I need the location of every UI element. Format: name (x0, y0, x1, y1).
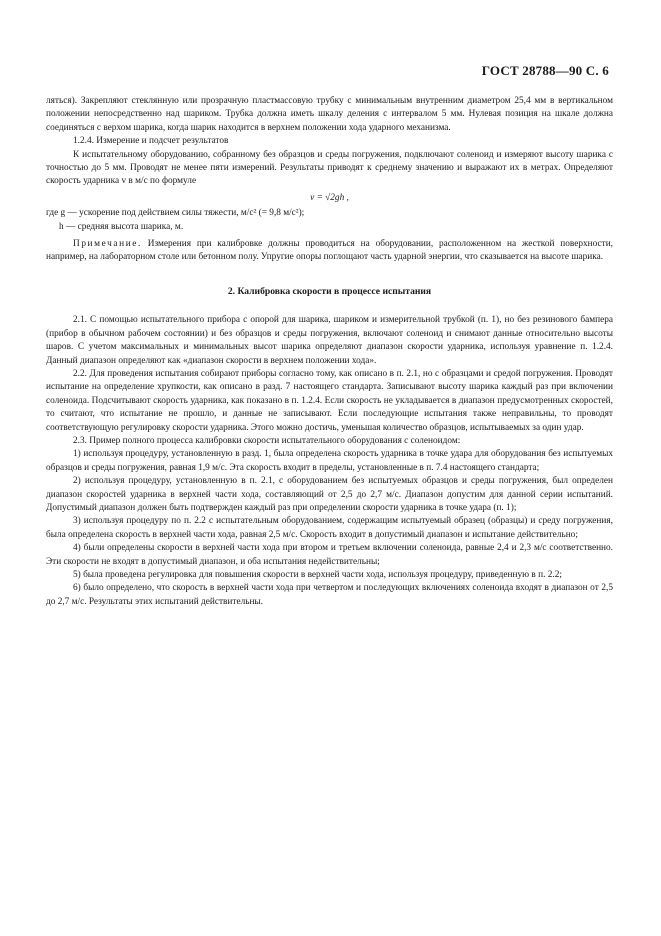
list-item-1: 1) используя процедуру, установленную в разд. 1, была определена скорость ударника в точке удара для оборудования без испытуемых образцов и среды погружения, равная 1,9 м/с. Эта скорость входит в пределы, установленные в п. 7.4 настоящего стандарта; (46, 449, 613, 473)
paragraph-measurement: К испытательному оборудованию, собранному без образцов и среды погружения, подключают соленоид и измеряют высоту шарика с точностью до 5 мм. Проводят не менее пяти измерений. Результаты приводят к среднему значению и выражают их в метрах. Определяют скорость ударника v в м/с по формуле (46, 149, 613, 187)
list-item-2: 2) используя процедуру, установленную в п. 2.1, с оборудованием без испытуемых образцов и среды погружения, был определен диапазон скоростей ударника в верхней части хода, составляющий от 2,5 до 2,7 м/с. Диапазон допустим для данной серии испытаний. Допустимый диапазон должен быть подтвержден каждый раз при определении скорости ударника в точке удара (п. 1); (46, 476, 613, 513)
note-label: Примечание. (73, 239, 142, 250)
note-paragraph (46, 238, 613, 265)
document-body (46, 95, 613, 609)
subsection-heading: 1.2.4. Измерение и подсчет результатов (73, 136, 229, 147)
velocity-formula: v = √2gh , (310, 192, 349, 203)
paragraph-2-2: 2.2. Для проведения испытания собирают приборы согласно тому, как описано в п. 2.1, но с образцами и средой погружения. Проводят испытание на определение хрупкости, как описано в разд. 7 настоящего стандарта. Записывают высоту шарика каждый раз при включении соленоида. Подсчитывают скорость ударника, как показано в п. 1.2.4. Если скорость не укладывается в диапазон предусмотренных скоростей, то считают, что испытание не прошло, и данные не записывают. Если последующие испытания также неправильны, то проводят соответствующую регулировку скорости ударника. Этого можно достичь, уменьшая количество образцов, испытываемых за один удар. (46, 368, 613, 433)
list-item-5: 5) была проведена регулировка для повышения скорости в верхней части хода, используя процедуру, приведенную в п. 2.2; (73, 570, 562, 580)
page-header: ГОСТ 28788—90 С. 6 (481, 63, 609, 78)
paragraph-2-3: 2.3. Пример полного процесса калибровки скорости испытательного оборудования с соленоидом: (73, 435, 461, 446)
paragraph-2-1: 2.1. С помощью испытательного прибора с опорой для шарика, шариком и измерительной трубкой (п. 1), но без резинового бампера (прибор в обычном рабочем состоянии) и без образцов и среды погружения, включают соленоид и снимают данные относительно высоты шаров. С учетом максимальных и минимальных высот шарика определяют диапазон скорости ударника, используя уравнение п. 1.2.4. Данный диапазон определяют как «диапазон скорости в верхнем положении хода». (46, 315, 613, 366)
section-title: 2. Калибровка скорости в процессе испытания (227, 285, 432, 297)
note-text: Измерения при калибровке должны проводиться на оборудовании, расположенном на жесткой поверхности, например, на лабораторном столе или бетонном полу. Упругие опоры поглощают часть ударной энергии, что сказывается на высоте шарика. (46, 239, 614, 263)
list-item-4: 4) были определены скорости в верхней части хода при втором и третьем включении соленоида, равные 2,4 и 2,3 м/с соответственно. Эти скорости не входят в допустимый диапазон, и оба испытания недействительны; (46, 543, 613, 567)
list-item-6: 6) было определено, что скорость в верхней части хода при четвертом и последующих включениях соленоида входят в диапазон от 2,5 до 2,7 м/с. Результаты этих испытаний действительны. (46, 583, 613, 607)
formula-legend-h: h — средняя высота шарика, м. (59, 221, 184, 232)
paragraph-continuation: ляться). Закрепляют стеклянную или прозрачную пластмассовую трубку с минимальным внутренним диаметром 25,4 мм в вертикальном положении непосредственно над шариком. Трубка должна иметь шкалу деления с интервалом 5 мм. Нулевая позиция на шкале должна соединяться с верхом шарика, когда шарик находится в верхнем положении хода ударного механизма. (46, 96, 613, 133)
list-item-3: 3) используя процедуру по п. 2.2 с испытательным оборудованием, содержащим испытуемый образец (образцы) и среду погружения, была определена скорость в верхней части хода, равная 2,5 м/с. Скорость входит в допустимый диапазон и испытание действительно; (46, 516, 613, 540)
formula-legend-g: где g — ускорение под действием силы тяжести, м/с² (= 9,8 м/с²); (46, 208, 305, 219)
